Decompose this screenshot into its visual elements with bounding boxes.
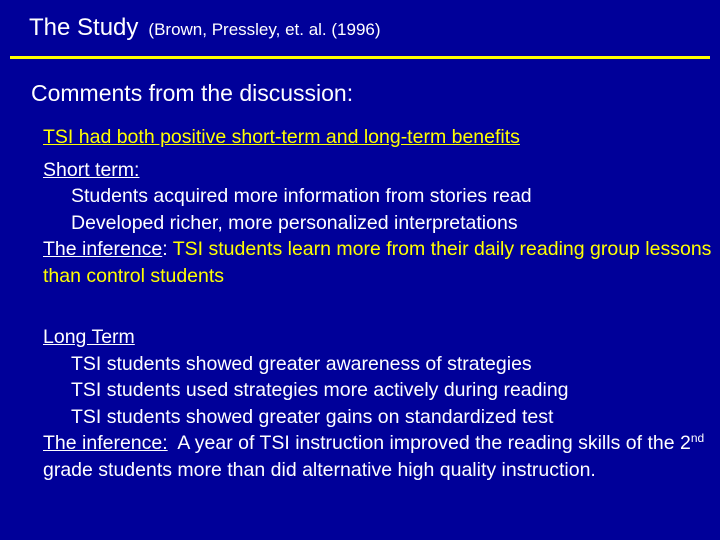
short-term-item: Developed richer, more personalized interpretations xyxy=(71,211,518,234)
main-point: TSI had both positive short-term and long-term benefits xyxy=(43,126,520,148)
short-term-block xyxy=(43,124,715,289)
short-term-label: Short term: xyxy=(43,158,140,181)
inference-text: TSI students learn more from their daily reading group lessons than control students xyxy=(43,238,712,287)
long-term-item: TSI students used strategies more actively during reading xyxy=(71,379,569,401)
long-term-label: Long Term xyxy=(43,326,135,348)
long-term-item: TSI students showed greater gains on standardized test xyxy=(71,405,554,428)
inference-text: A year of TSI instruction improved the reading skills of the 2 xyxy=(167,432,691,454)
slide-title xyxy=(29,14,381,42)
section-heading: Comments from the discussion: xyxy=(31,80,354,106)
inference-separator: : xyxy=(162,238,173,260)
ordinal-suffix: nd xyxy=(690,431,705,445)
title-text: The Study xyxy=(29,14,139,41)
title-citation: (Brown, Pressley, et. al. (1996) xyxy=(148,20,381,39)
long-term-inference xyxy=(43,430,715,483)
inference-label: The inference: xyxy=(43,432,168,454)
long-term-block xyxy=(43,324,715,483)
short-term-item: Students acquired more information from stories read xyxy=(71,185,532,207)
short-term-inference xyxy=(43,236,715,289)
long-term-item: TSI students showed greater awareness of strategies xyxy=(71,352,532,375)
inference-label: The inference xyxy=(43,238,163,260)
title-divider xyxy=(10,56,710,59)
inference-text-end: grade students more than did alternative high quality instruction. xyxy=(43,432,710,481)
